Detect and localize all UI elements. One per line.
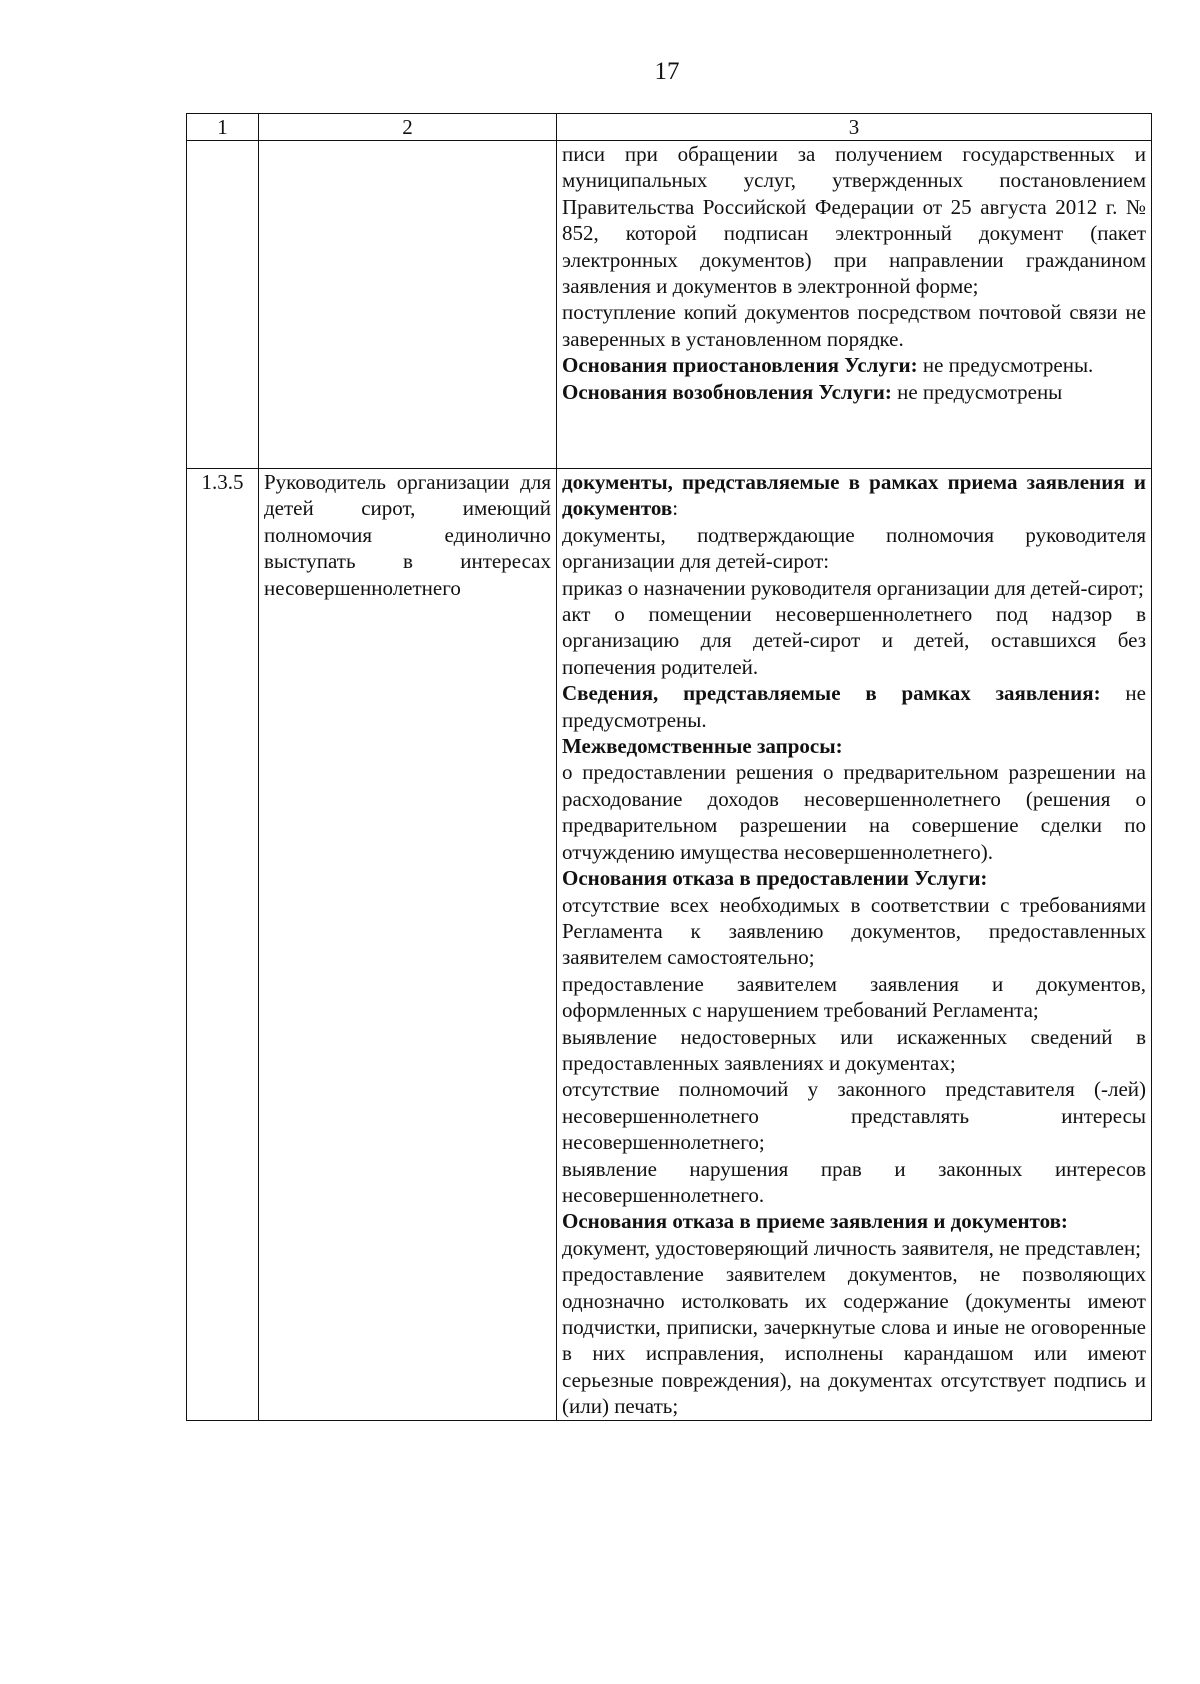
paragraph [562,759,1146,865]
paragraph [562,1208,1146,1234]
paragraph-text: поступление копий документов посредством почтовой связи не заверенных в установленном порядке. [562,300,1146,351]
paragraph [562,892,1146,971]
paragraph [562,522,1146,575]
table-row [187,469,1152,1421]
paragraph-text: предоставление заявителем документов, не позволяющих однозначно истолковать их содержание (документы имеют подчистки, приписки, зачеркнутые слова и иные не оговоренные в них исправления, исполнены карандашом или имеют серьезные повреждения), на документах отсутствует подпись и (или) печать; [562,1262,1146,1419]
paragraph-text: писи при обращении за получением государственных и муниципальных услуг, утвержденных постановлением Правительства Российской Федерации от 25 августа 2012 г. № 852, которой подписан электронный документ (пакет электронных документов) при направлении гражданином заявления и документов в электронной форме; [562,142,1146,299]
paragraph-text: не предусмотрены [891,379,1063,404]
paragraph-text: выявление нарушения прав и законных интересов несовершеннолетнего. [562,1156,1146,1207]
paragraph [562,352,1146,378]
header-col-1: 1 [187,114,259,141]
header-col-2: 2 [259,114,557,141]
paragraph [562,1076,1146,1155]
paragraph-text: предоставление заявителем заявления и документов, оформленных с нарушением требований Регламента; [562,971,1146,1023]
paragraph [562,379,1146,405]
paragraph [562,680,1146,733]
applicant-description [259,141,557,469]
paragraph-text: отсутствие полномочий у законного представителя (-лей) несовершеннолетнего представлять интересы несовершеннолетнего; [562,1077,1146,1155]
paragraph [562,971,1146,1024]
paragraph [562,865,1146,891]
paragraph-text: документы, подтверждающие полномочия руководителя организации для детей-сирот: [562,522,1146,574]
header-col-3: 3 [557,114,1152,141]
paragraph-heading: Основания приостановления Услуги: [562,353,918,378]
paragraph [562,1156,1146,1209]
row-number: 1.3.5 [187,469,259,1421]
paragraph-heading: документы, представляемые в рамках приема заявления и документов [562,470,1146,521]
paragraph-text: отсутствие всех необходимых в соответствии с требованиями Регламента к заявлению документов, предоставленных заявителем самостоятельно; [562,892,1146,970]
paragraph-heading: Сведения, представляемые в рамках заявления: [562,681,1101,706]
paragraph-heading: Основания возобновления Услуги: [562,379,892,404]
paragraph-text: не предусмотрены. [917,353,1094,378]
paragraph [562,299,1146,352]
paragraph-text: акт о помещении несовершеннолетнего под надзор в организацию для детей-сирот и детей, оставшихся без попечения родителей. [562,602,1146,679]
paragraph [562,601,1146,680]
paragraph [562,1024,1146,1077]
table-header-row [187,114,1152,141]
applicant-description: Руководитель организации для детей сирот, имеющий полномочия единолично выступать в интересах несовершеннолетнего [259,469,557,1421]
paragraph [562,575,1146,601]
paragraph [562,1261,1146,1419]
paragraph [562,1235,1146,1261]
paragraph-text: документ, удостоверяющий личность заявителя, не представлен; [562,1235,1142,1260]
paragraph-heading: Основания отказа в приеме заявления и документов: [562,1209,1068,1234]
paragraph [562,469,1146,522]
page-number: 17 [654,58,680,85]
paragraph-text: приказ о назначении руководителя организации для детей-сирот; [562,575,1144,600]
paragraph-text: не предусмотрены. [562,681,1146,732]
paragraph-text: выявление недостоверных или искаженных сведений в предоставленных заявлениях и документах; [562,1024,1146,1075]
row-number [187,141,259,469]
row-content [557,469,1152,1421]
regulation-table [186,113,1152,1421]
paragraph-heading: Основания отказа в предоставлении Услуги: [562,866,988,891]
row-content [557,141,1152,469]
paragraph-list [562,469,1146,1420]
table-row [187,141,1152,469]
paragraph [562,141,1146,299]
paragraph-heading: Межведомственные запросы: [562,734,843,759]
paragraph-list [562,141,1146,405]
paragraph-text: о предоставлении решения о предварительном разрешении на расходование доходов несовершеннолетнего (решения о предварительном разрешении на совершение сделки по отчуждению имущества несовершеннолетнего). [562,760,1146,864]
paragraph-text: : [672,496,679,521]
paragraph [562,733,1146,759]
